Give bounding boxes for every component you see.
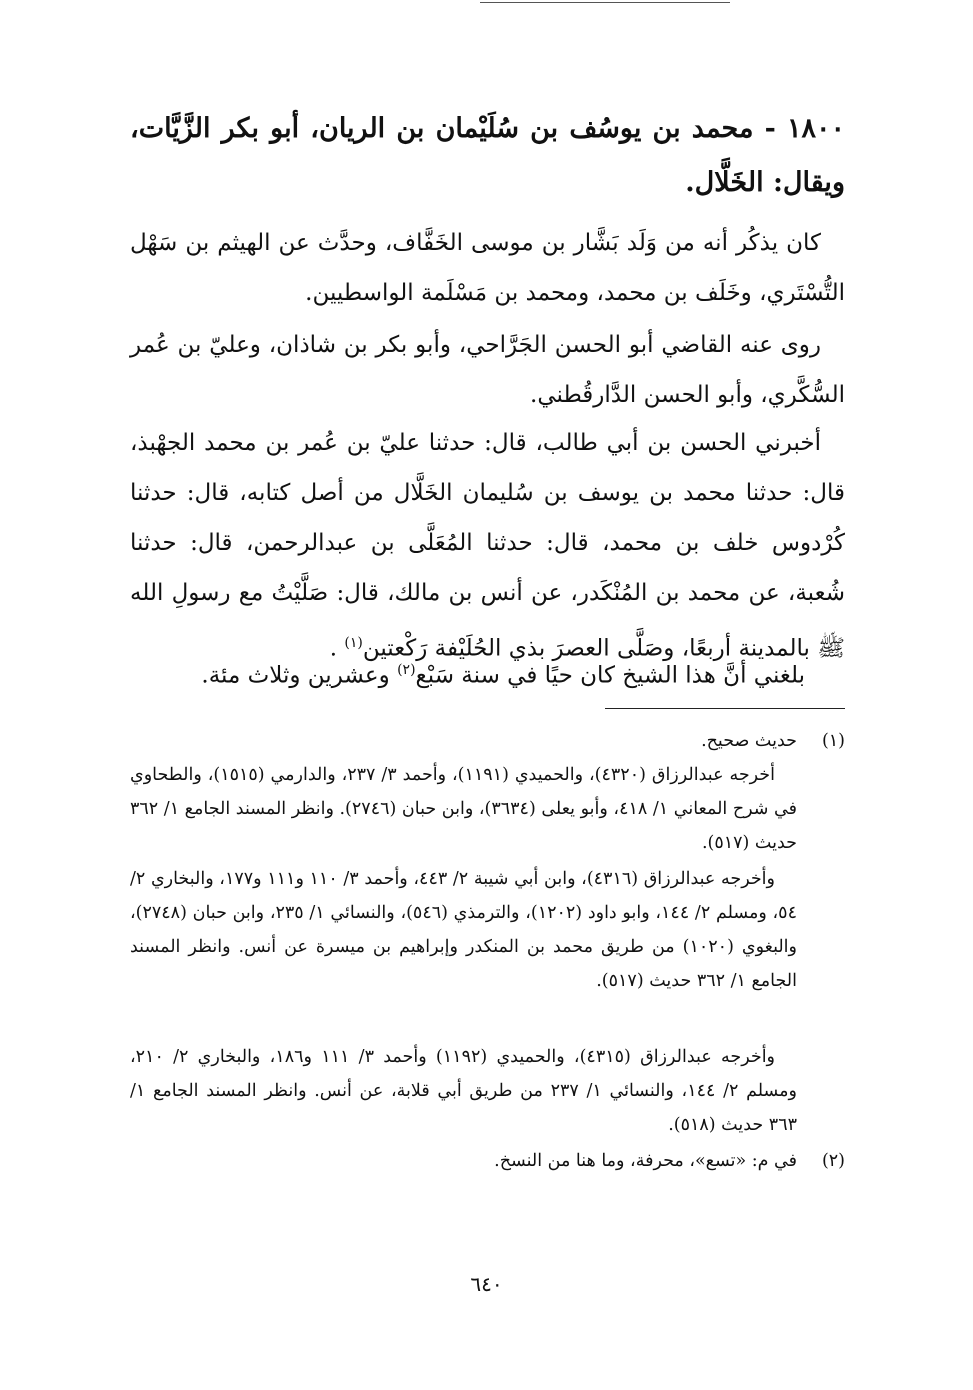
paragraph-4-text: بلغني أنَّ هذا الشيخ كان حيًا في سنة سَبْع [415, 662, 805, 689]
footnote-2 [130, 1144, 845, 1178]
paragraph-2: روى عنه القاضي أبو الحسن الجَرَّاحي، وأبو بكر بن شاذان، وعليّ بن عُمر السُّكَّري، وأبو الحسن الدَّارقُطني. [130, 332, 845, 408]
top-rule [480, 2, 730, 3]
footnote-ref-2: (٢) [397, 662, 416, 678]
paragraph-3 [130, 418, 845, 674]
paragraph-4 [130, 645, 845, 701]
footnote-1-block-3: وأخرجه عبدالرزاق (٤٣١٥)، والحميدي (١١٩٢) وأحمد ٣/ ١١١ و١٨٦، والبخاري ٢/ ٢١٠، ومسلم ٢/ ١٤٤، والنسائي ١/ ٢٣٧ من طريق أبي قلابة، عن أنس. وانظر المسند الجامع ١/ ٣٦٣ حديث (٥١٨). [130, 1047, 797, 1135]
paragraph-1: كان يذكُر أنه من وَلَد بَشَّار بن موسى الخَفَّاف، وحدَّث عن الهيثم بن سَهْل التُّسْتَري، وخَلَف بن محمد، ومحمد بن مَسْلَمة الواسطيين. [130, 230, 845, 306]
paragraph-4-end: وعشرين وثلاث مئة. [201, 662, 390, 689]
page-number: ٦٤٠ [470, 1272, 503, 1296]
footnote-1-title: حديث صحيح. [701, 731, 797, 751]
paragraph-3-text: أخبرني الحسن بن أبي طالب، قال: حدثنا عليّ بن عُمر بن محمد الجهْبذ، قال: حدثنا محمد بن يوسف بن سُليمان الخَلَّال من أصل كتابه، قال: حدثنا كُرْدوس خلف بن محمد، قال: حدثنا المُعَلَّى بن عبدالرحمن، قال: حدثنا شُعبة، عن محمد بن المُنْكَدر، عن أنس بن مالك، قال: صَلَّيْتُ مع رسولِ الله ﷺ بالمدينة أربعًا، وصَلَّى العصرَ بذي الحُلَيْفة رَكْعتين [130, 430, 845, 662]
paragraph-3-end: . [329, 635, 338, 662]
footnote-2-number: (٢) [821, 1151, 845, 1171]
footnote-1-block-2: وأخرجه عبدالرزاق (٤٣١٦)، وابن أبي شيبة ٢/ ٤٤٣، وأحمد ٣/ ١١٠ و١١١ و١٧٧، والبخاري ٢/ ٥٤، ومسلم ٢/ ١٤٤، وابو داود (١٢٠٢)، والترمذي (٥٤٦)، والنسائي ١/ ٢٣٥، وابن حبان (٢٧٤٨)، والبغوي (١٠٢٠) من طريق محمد بن المنكدر وإبراهيم بن ميسرة عن أنس. وانظر المسند الجامع ١/ ٣٦٢ حديث (٥١٧). [130, 869, 797, 991]
footnote-1-title-line [130, 724, 845, 758]
footnote-separator [605, 708, 845, 709]
footnote-2-text: في م: «تسع»، محرفة، وما هنا من النسخ. [494, 1151, 797, 1171]
entry-heading: ١٨٠٠ - محمد بن يوسُف بن سُلَيْمان بن الريان، أبو بكر الزَّيَّات، ويقال: الخَلَّال. [130, 113, 845, 198]
footnote-ref-1: (١) [344, 635, 363, 651]
footnote-1-block-1: أخرجه عبدالرزاق (٤٣٢٠)، والحميدي (١١٩١)، وأحمد ٣/ ٢٣٧، والدارمي (١٥١٥)، والطحاوي في شرح المعاني ١/ ٤١٨، وأبو يعلى (٣٦٣٤)، وابن حبان (٢٧٤٦). وانظر المسند الجامع ١/ ٣٦٢ حديث (٥١٧). [130, 765, 797, 853]
footnote-1-number: (١) [821, 731, 845, 751]
